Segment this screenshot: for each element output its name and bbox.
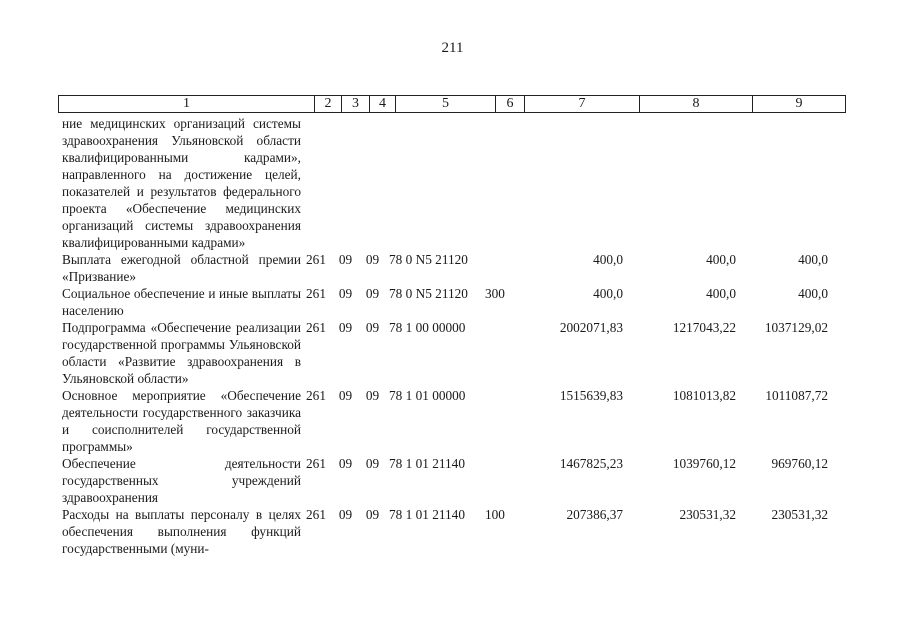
- row-year2: 1039760,12: [672, 456, 736, 471]
- row-ved: 261: [306, 388, 326, 403]
- row-rz: 09: [338, 320, 353, 335]
- row-csr: [385, 115, 485, 251]
- row-pr: 09: [365, 252, 380, 267]
- row-year3: 969760,12: [771, 456, 828, 471]
- row-year1: [513, 115, 625, 251]
- row-ved: 261: [306, 507, 326, 522]
- table-body: [62, 115, 852, 557]
- row-ved: 261: [306, 320, 326, 335]
- row-year2: 230531,32: [679, 507, 736, 522]
- row-rz: [331, 115, 360, 251]
- row-vr: [485, 319, 513, 387]
- row-vr: 300: [485, 286, 505, 301]
- row-year2: 400,0: [706, 252, 736, 267]
- table-row: [62, 285, 852, 319]
- row-name: Расходы на выплаты персоналу в целях обеспечения выполнения функций государственными (муни-: [62, 507, 301, 556]
- row-year3: 1011087,72: [765, 388, 828, 403]
- row-pr: 09: [365, 507, 380, 522]
- row-csr: 78 1 01 21140: [389, 507, 465, 522]
- table-row: [62, 115, 852, 251]
- header-col-6: 6: [496, 96, 525, 112]
- row-year3: 1037129,02: [764, 320, 828, 335]
- header-col-3: 3: [342, 96, 370, 112]
- page-number: 211: [441, 40, 464, 56]
- row-pr: [360, 115, 385, 251]
- row-year2: [625, 115, 738, 251]
- row-pr: 09: [365, 388, 380, 403]
- row-rz: 09: [338, 456, 353, 471]
- header-col-9: 9: [795, 96, 803, 111]
- row-pr: 09: [365, 286, 380, 301]
- row-year2: 1217043,22: [672, 320, 736, 335]
- row-csr: 78 0 N5 21120: [389, 286, 468, 301]
- table-row: [62, 319, 852, 387]
- row-year1: 400,0: [593, 252, 623, 267]
- row-ved: [301, 115, 331, 251]
- header-col-5: 5: [396, 96, 496, 112]
- row-vr: [485, 115, 513, 251]
- header-col-7: 7: [525, 96, 640, 112]
- row-name: Социальное обеспечение и иные выплаты населению: [62, 286, 301, 318]
- table-row: [62, 455, 852, 506]
- row-vr: 100: [485, 507, 505, 522]
- row-year3: [738, 115, 830, 251]
- row-rz: 09: [338, 507, 353, 522]
- row-name: ние медицинских организаций системы здравоохранения Ульяновской области квалифицированными кадрами», направленного на достижение целей, показателей и результатов федерального проекта «Обеспечение медицинских организаций системы здравоохранения квалифицированными кадрами»: [62, 116, 301, 250]
- row-year1: 1515639,83: [559, 388, 623, 403]
- row-ved: 261: [306, 252, 326, 267]
- row-name: Подпрограмма «Обеспечение реализации государственной программы Ульяновской области «Развитие здравоохранения в Ульяновской области»: [62, 320, 301, 386]
- table-row: [62, 506, 852, 557]
- row-vr: [485, 251, 513, 285]
- row-year3: 400,0: [798, 252, 828, 267]
- row-csr: 78 1 01 21140: [389, 456, 465, 471]
- row-csr: 78 0 N5 21120: [389, 252, 468, 267]
- row-year3: 230531,32: [771, 507, 828, 522]
- row-ved: 261: [306, 456, 326, 471]
- row-vr: [485, 387, 513, 455]
- header-col-2: 2: [315, 96, 342, 112]
- header-col-1: 1: [59, 96, 315, 112]
- row-name: Обеспечение деятельности государственных учреждений здравоохранения: [62, 456, 301, 505]
- row-year2: 400,0: [706, 286, 736, 301]
- table-row: [62, 387, 852, 455]
- row-year3: 400,0: [798, 286, 828, 301]
- row-csr: 78 1 00 00000: [389, 320, 466, 335]
- row-name: Выплата ежегодной областной премии «Призвание»: [62, 252, 301, 284]
- row-name: Основное мероприятие «Обеспечение деятельности государственного заказчика и соисполнителей государственной программы»: [62, 388, 301, 454]
- row-rz: 09: [338, 286, 353, 301]
- row-pr: 09: [365, 456, 380, 471]
- row-year1: 2002071,83: [559, 320, 623, 335]
- row-pr: 09: [365, 320, 380, 335]
- row-csr: 78 1 01 00000: [389, 388, 466, 403]
- table-header: [58, 95, 846, 113]
- row-rz: 09: [338, 388, 353, 403]
- row-year1: 1467825,23: [559, 456, 623, 471]
- table-row: [62, 251, 852, 285]
- row-ved: 261: [306, 286, 326, 301]
- row-year1: 207386,37: [566, 507, 623, 522]
- header-col-4: 4: [370, 96, 396, 112]
- row-vr: [485, 455, 513, 506]
- row-year2: 1081013,82: [672, 388, 736, 403]
- row-rz: 09: [338, 252, 353, 267]
- row-year1: 400,0: [593, 286, 623, 301]
- header-col-8: 8: [640, 96, 753, 112]
